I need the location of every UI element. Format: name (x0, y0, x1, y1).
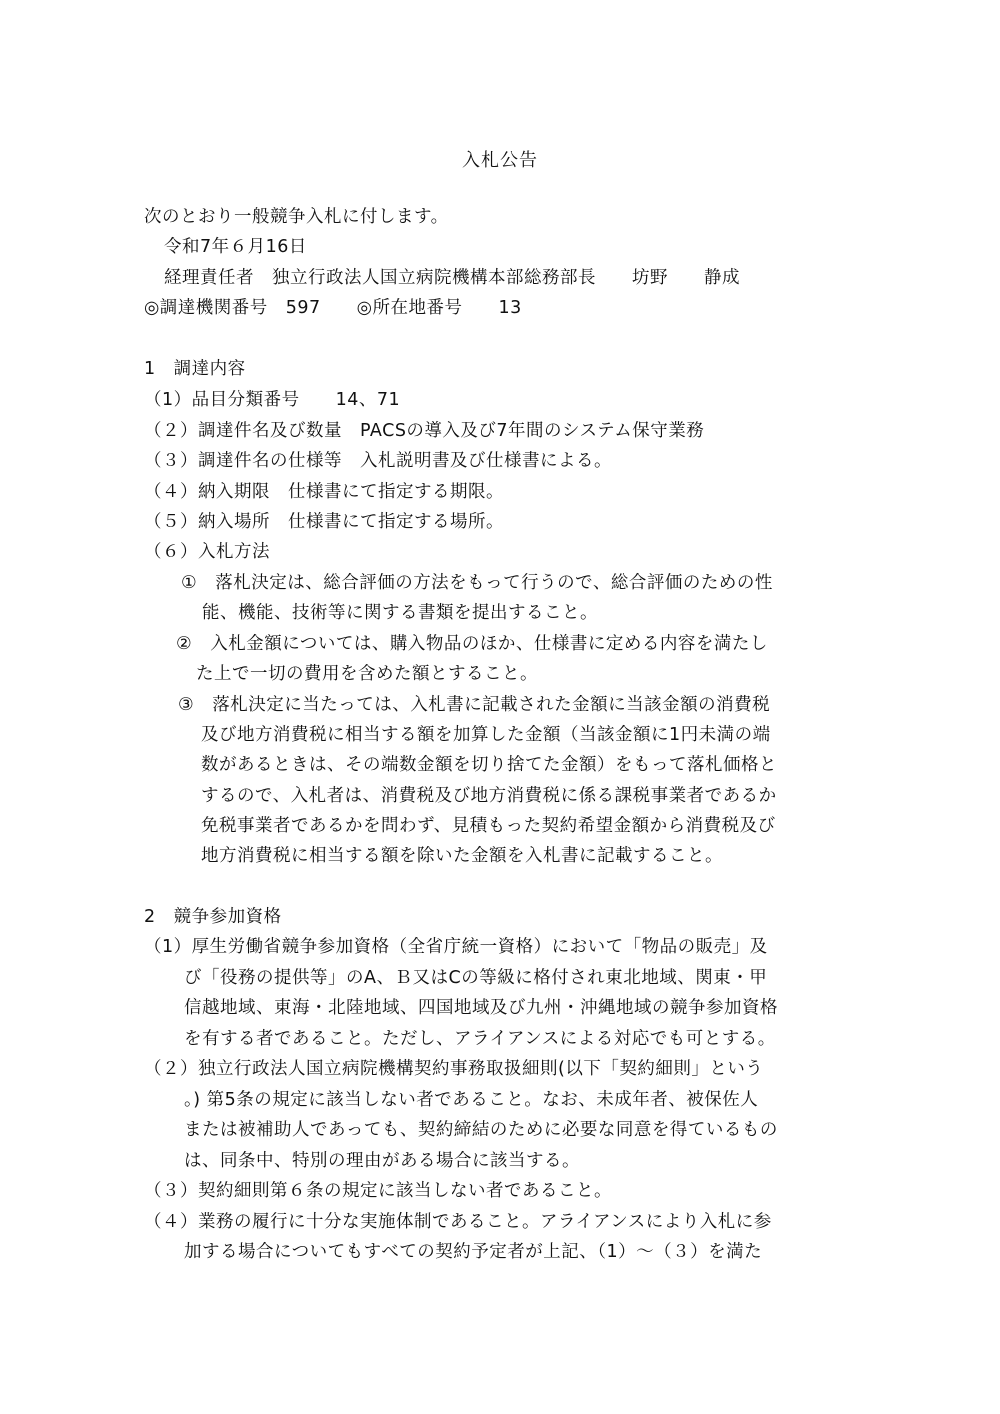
bid-method-3-line: するので、入札者は、消費税及び地方消費税に係る課税事業者であるか (201, 786, 777, 806)
section-1-item: （５）納入場所 仕様書にて指定する場所。 (144, 512, 504, 532)
section-1-item: （６）入札方法 (144, 542, 270, 562)
bid-method-3-line: 地方消費税に相当する額を除いた金額を入札書に記載すること。 (201, 846, 723, 866)
notice-title: 入札公告 (462, 150, 538, 171)
section-1-item: （３）調達件名の仕様等 入札説明書及び仕様書による。 (144, 451, 612, 471)
bid-method-3-line: 及び地方消費税に相当する額を加算した金額（当該金額に1円未満の端 (201, 725, 771, 745)
bid-method-3-line: 数があるときは、その端数金額を切り捨てた金額）をもって落札価格と (201, 755, 777, 775)
qualification-3-line: （３）契約細則第６条の規定に該当しない者であること。 (144, 1181, 612, 1201)
section-1-heading: 1 調達内容 (144, 359, 246, 379)
section-1-item: （1）品目分類番号 14、71 (144, 390, 401, 410)
qualification-4-line: （４）業務の履行に十分な実施体制であること。アライアンスにより入札に参 (144, 1212, 772, 1232)
bid-method-1-line: 能、機能、技術等に関する書類を提出すること。 (202, 603, 598, 623)
section-1-item: （２）調達件名及び数量 PACSの導入及び7年間のシステム保守業務 (144, 421, 705, 441)
notice-date: 令和7年６月16日 (164, 237, 307, 257)
qualification-1-line: び「役務の提供等」のA、Ｂ又はCの等級に格付され東北地域、関東・甲 (184, 968, 768, 988)
qualification-1-line: （1）厚生労働省競争参加資格（全省庁統一資格）において「物品の販売」及 (144, 937, 768, 957)
bid-method-3-line: 免税事業者であるかを問わず、見積もった契約希望金額から消費税及び (201, 816, 776, 836)
bid-method-2-line: た上で一切の費用を含めた額とすること。 (196, 664, 538, 684)
bid-method-1-line: ① 落札決定は、総合評価の方法をもって行うので、総合評価のための性 (181, 573, 773, 593)
bid-method-3-line: ③ 落札決定に当たっては、入札書に記載された金額に当該金額の消費税 (178, 695, 771, 715)
qualification-2-line: は、同条中、特別の理由がある場合に該当する。 (184, 1151, 580, 1171)
qualification-2-line: （２）独立行政法人国立病院機構契約事務取扱細則(以下「契約細則」という (144, 1059, 764, 1079)
organization-numbers: ◎調達機関番号 597 ◎所在地番号 13 (144, 298, 522, 318)
bid-method-2-line: ② 入札金額については、購入物品のほか、仕様書に定める内容を満たし (176, 634, 768, 654)
official-name: 経理責任者 独立行政法人国立病院機構本部総務部長 坊野 静成 (164, 268, 740, 288)
qualification-4-line: 加する場合についてもすべての契約予定者が上記、（1）～（３）を満た (184, 1242, 763, 1262)
qualification-1-line: を有する者であること。ただし、アライアンスによる対応でも可とする。 (184, 1029, 776, 1049)
qualification-1-line: 信越地域、東海・北陸地域、四国地域及び九州・沖縄地域の競争参加資格 (184, 998, 778, 1018)
section-1-item: （４）納入期限 仕様書にて指定する期限。 (144, 482, 504, 502)
intro-text: 次のとおり一般競争入札に付します。 (144, 207, 449, 227)
qualification-2-line: または被補助人であっても、契約締結のために必要な同意を得ているもの (184, 1120, 778, 1140)
qualification-2-line: 。) 第5条の規定に該当しない者であること。なお、未成年者、被保佐人 (184, 1090, 759, 1110)
section-2-heading: 2 競争参加資格 (144, 907, 282, 927)
